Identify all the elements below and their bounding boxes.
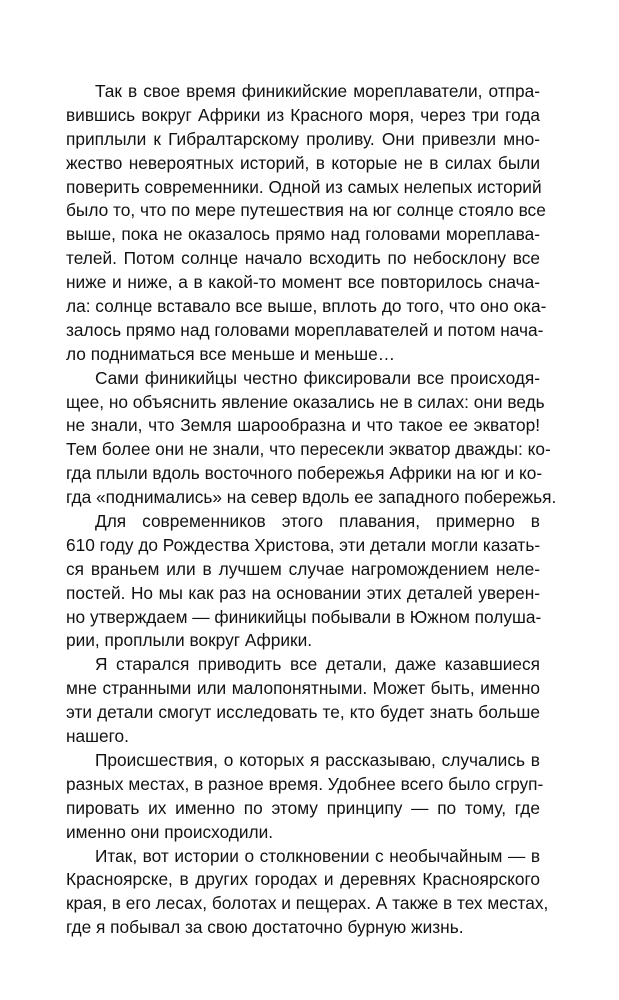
text-line: залось прямо над головами мореплавателей и потом нача-	[66, 319, 544, 340]
text-line: Я старался приводить все детали, даже казавшиеся	[95, 654, 540, 675]
paragraph-6	[66, 845, 549, 941]
text-line: нашего.	[66, 726, 129, 747]
paragraph-5	[66, 749, 544, 845]
text-line: Так в свое время финикийские мореплаватели, отпра-	[95, 81, 540, 101]
text-line: 610 году до Рождества Христова, эти детали могли казать-	[66, 534, 541, 555]
text-line: гда плыли вдоль восточного побережья Африки на юг и ко-	[66, 463, 543, 484]
text-line: мне странными или малопонятными. Может быть, именно	[66, 678, 540, 699]
text-line: эти детали смогут исследовать те, кто будет знать больше	[66, 702, 540, 723]
text-line: ся враньем или в лучшем случае нагромождением неле-	[66, 558, 540, 579]
text-line: Происшествия, о которых я рассказываю, случались в	[95, 749, 540, 770]
paragraph-3	[66, 510, 540, 653]
text-line: где я побывал за свою достаточно бурную жизнь.	[66, 917, 464, 938]
text-line: выше, пока не оказалось прямо над головами мореплава-	[66, 224, 540, 245]
text-line: но утверждаем — финикийцы побывали в Южном полуша-	[66, 606, 542, 627]
paragraph-4	[66, 653, 540, 749]
text-line: именно они происходили.	[66, 821, 274, 842]
text-line: Для современников этого плавания, примерно в	[95, 511, 540, 532]
text-line: Тем более они не знали, что пересекли экватор дважды: ко-	[66, 439, 551, 460]
text-line: ла: солнце вставало все выше, вплоть до того, что оно ока-	[66, 296, 547, 317]
text-line: вившись вокруг Африки из Красного моря, через три года	[66, 104, 540, 125]
text-line: поверить современники. Одной из самых нелепых историй	[66, 176, 542, 197]
text-line: жество невероятных историй, в которые не в силах были	[66, 152, 540, 173]
text-line: приплыли к Гибралтарскому проливу. Они привезли мно-	[66, 128, 540, 149]
text-line: гда «поднимались» на север вдоль ее западного побережья.	[66, 487, 557, 508]
text-line: Сами финикийцы честно фиксировали все происходя-	[95, 367, 540, 388]
page-text-body	[66, 80, 557, 940]
text-line: ниже и ниже, а в какой-то момент все повторилось снача-	[66, 272, 540, 293]
text-line: не знали, что Земля шарообразна и что такое ее экватор!	[66, 415, 540, 436]
text-line: ло подниматься все меньше и меньше…	[66, 343, 395, 364]
text-line: телей. Потом солнце начало всходить по небосклону все	[66, 248, 540, 269]
paragraph-2	[66, 367, 557, 510]
text-line: щее, но объяснить явление оказались не в силах: они ведь	[66, 391, 545, 412]
text-line: края, в его лесах, болотах и пещерах. А также в тех местах,	[66, 893, 549, 914]
text-line: Красноярске, в других городах и деревнях Красноярского	[66, 869, 540, 890]
text-line: пировать их именно по этому принципу — по тому, где	[66, 797, 540, 818]
text-line: рии, проплыли вокруг Африки.	[66, 630, 313, 651]
text-line: было то, что по мере путешествия на юг солнце стояло все	[66, 200, 546, 221]
text-line: постей. Но мы как раз на основании этих деталей уверен-	[66, 582, 540, 603]
text-line: Итак, вот истории о столкновении с необычайным — в	[95, 845, 540, 866]
text-line: разных местах, в разное время. Удобнее всего было сгруп-	[66, 773, 544, 794]
paragraph-1	[66, 80, 547, 367]
